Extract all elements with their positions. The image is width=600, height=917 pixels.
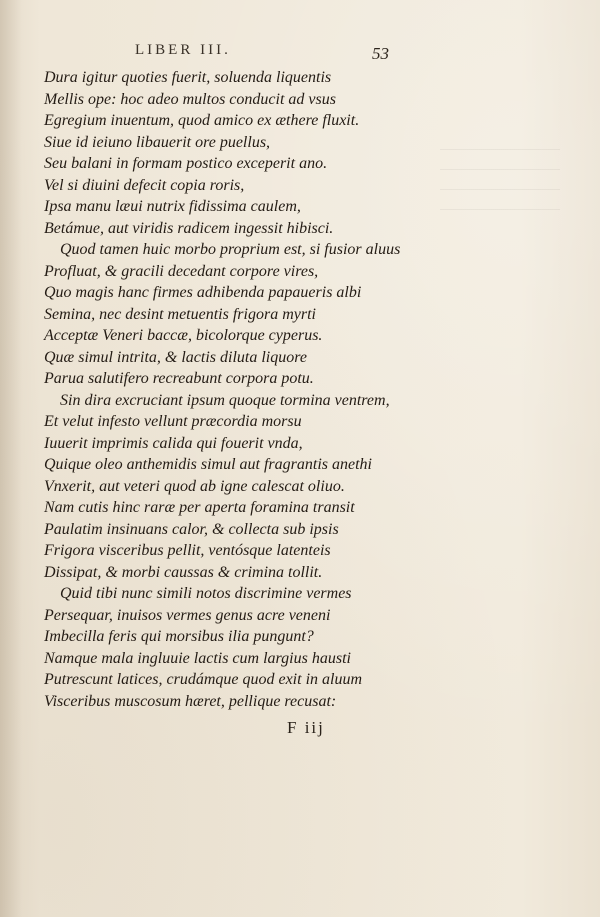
verse-line: Quid tibi nunc simili notos discrimine vermes [60, 585, 352, 602]
verse-line: Siue id ieiuno libauerit ore puellus, [44, 133, 271, 151]
verse-line: Dura igitur quoties fuerit, soluenda liquentis [44, 69, 332, 86]
verse-line: Semina, nec desint metuentis frigora myrti [44, 305, 316, 323]
verse-line: Seu balani in formam postico exceperit ano. [44, 155, 328, 172]
verse-line: Iuuerit imprimis calida qui fouerit vnda, [44, 434, 303, 452]
verse-line: Paulatim insinuans calor, & collecta sub ipsis [44, 520, 339, 538]
verse-line: Visceribus muscosum hæret, pellique recusat: [44, 692, 337, 710]
verse-line: Nam cutis hinc raræ per aperta foramina transit [44, 499, 355, 516]
verse-line: Acceptæ Veneri baccæ, bicolorque cyperus. [44, 327, 323, 344]
verse-line: Frigora visceribus pellit, ventósque latenteis [44, 542, 331, 559]
verse-line: Ipsa manu læui nutrix fidissima caulem, [44, 198, 301, 215]
verse-line: Sin dira excruciant ipsum quoque tormina ventrem, [60, 391, 390, 409]
verse-line: Quo magis hanc firmes adhibenda papaueris albi [44, 284, 362, 301]
page-number: 53 [372, 44, 389, 63]
verse-line: Profluat, & gracili decedant corpore vires, [44, 262, 319, 280]
verse-line: Quique oleo anthemidis simul aut fragrantis anethi [44, 456, 372, 473]
verse-line: Putrescunt latices, crudámque quod exit in aluum [44, 671, 363, 688]
verse-line: Et velut infesto vellunt præcordia morsu [44, 413, 302, 430]
running-title: LIBER III. [135, 42, 231, 58]
verse-line: Dissipat, & morbi caussas & crimina tollit. [44, 563, 323, 581]
verse-line: Namque mala ingluuie lactis cum largius hausti [44, 649, 351, 667]
signature-mark: F iij [287, 718, 325, 737]
verse-line: Vel si diuini defecit copia roris, [44, 176, 245, 194]
verse-line: Quod tamen huic morbo proprium est, si fusior aluus [60, 241, 401, 258]
verse-line: Imbecilla feris qui morsibus ilia pungunt? [44, 628, 314, 645]
verse-line: Egregium inuentum, quod amico ex æthere fluxit. [44, 112, 360, 129]
verse-line: Mellis ope: hoc adeo multos conducit ad vsus [44, 90, 336, 108]
verse-line: Betámue, aut viridis radicem ingessit hibisci. [44, 219, 334, 237]
verse-line: Vnxerit, aut veteri quod ab igne calescat oliuo. [44, 477, 345, 495]
verse-line: Parua salutifero recreabunt corpora potu. [44, 370, 314, 387]
verse-line: Persequar, inuisos vermes genus acre veneni [44, 606, 331, 624]
verse-list [0, 67, 600, 712]
verse-line: Quæ simul intrita, & lactis diluta liquore [44, 348, 307, 366]
